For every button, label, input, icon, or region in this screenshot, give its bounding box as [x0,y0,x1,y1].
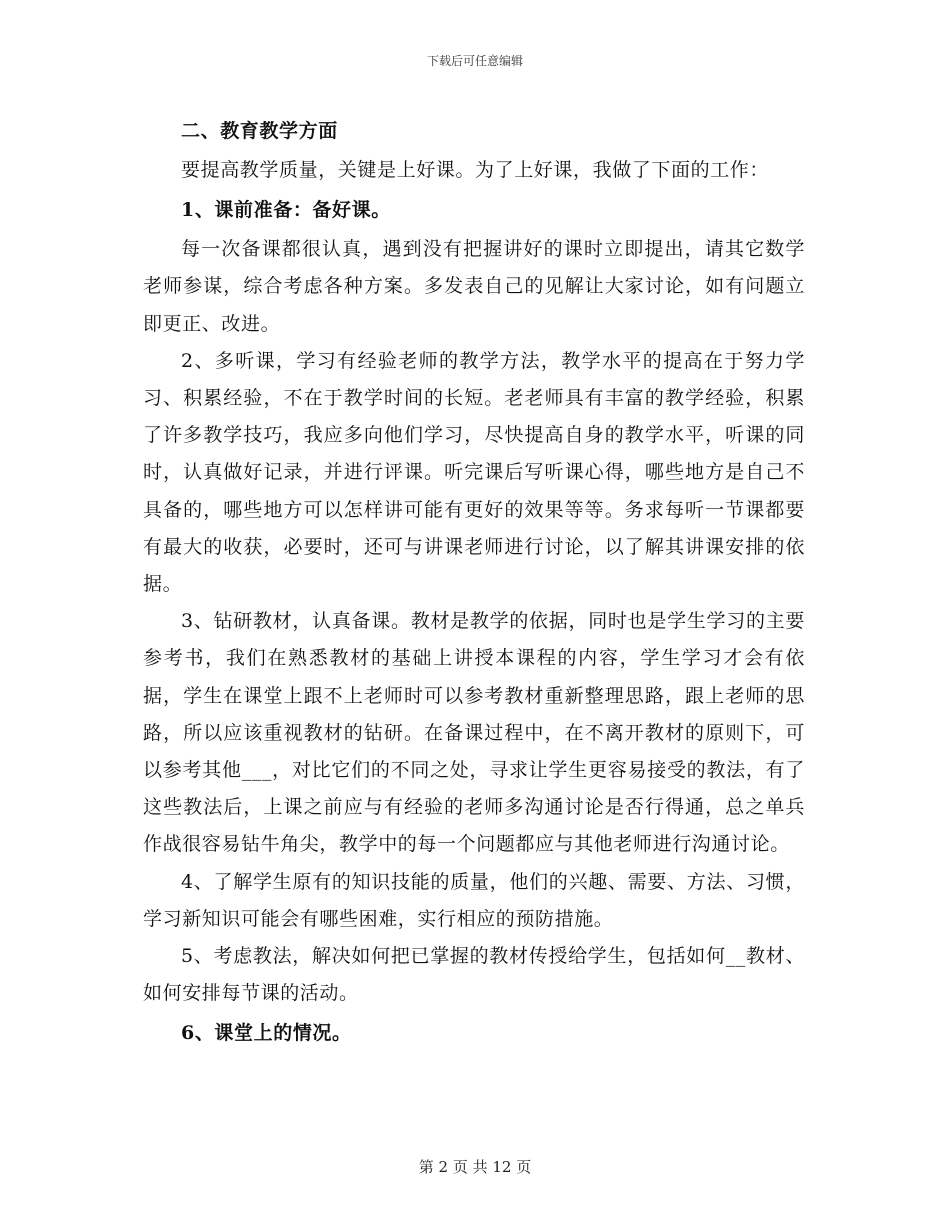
page-number: 第 2 页 共 12 页 [418,1158,532,1176]
item4-paragraph: 4、了解学生原有的知识技能的质量，他们的兴趣、需要、方法、习惯，学习新知识可能会有哪些困难，实行相应的预防措施。 [143,870,805,930]
intro-paragraph: 要提高教学质量，关键是上好课。为了上好课，我做了下面的工作： [181,159,770,181]
item1-heading: 1、课前准备：备好课。 [181,199,391,222]
document-body [143,112,805,1054]
item5-paragraph: 5、考虑教法，解决如何把已掌握的教材传授给学生，包括如何__教材、如何安排每节课的活动。 [143,945,805,1005]
page-header-note: 下载后可任意编辑 [426,54,523,68]
item2-paragraph: 2、多听课，学习有经验老师的教学方法，教学水平的提高在于努力学习、积累经验，不在于教学时间的长短。老老师具有丰富的教学经验，积累了许多教学技巧，我应多向他们学习，尽快提高自身的教学水平，听课的同时，认真做好记录，并进行评课。听完课后写听课心得，哪些地方是自己不具备的，哪些地方可以怎样讲可能有更好的效果等等。务求每听一节课都要有最大的收获，必要时，还可与讲课老师进行讨论，以了解其讲课安排的依据。 [143,349,805,596]
section-title: 二、教育教学方面 [181,120,338,142]
item3-paragraph: 3、钻研教材，认真备课。教材是教学的依据，同时也是学生学习的主要参考书，我们在熟悉教材的基础上讲授本课程的内容，学生学习才会有依据，学生在课堂上跟不上老师时可以参考教材重新整理思路，跟上老师的思路，所以应该重视教材的钻研。在备课过程中，在不离开教材的原则下，可以参考其他___，对比它们的不同之处，寻求让学生更容易接受的教法，有了这些教法后，上课之前应与有经验的老师多沟通讨论是否行得通，总之单兵作战很容易钻牛角尖，教学中的每一个问题都应与其他老师进行沟通讨论。 [143,610,805,856]
item1-paragraph: 每一次备课都很认真，遇到没有把握讲好的课时立即提出，请其它数学老师参谋，综合考虑各种方案。多发表自己的见解让大家讨论，如有问题立即更正、改进。 [143,238,805,335]
item6-heading: 6、课堂上的情况。 [181,1022,352,1045]
